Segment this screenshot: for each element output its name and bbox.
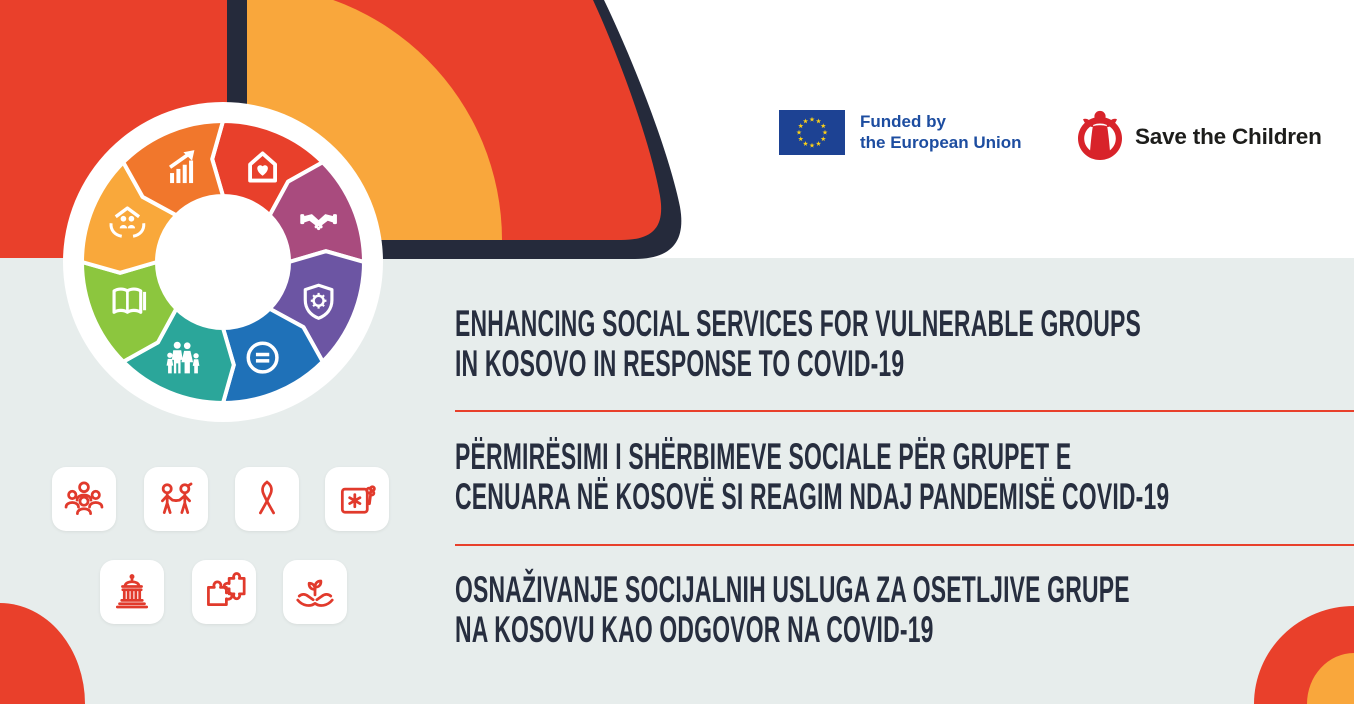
save-the-children-wordmark: Save the Children: [1135, 124, 1322, 149]
save-the-children-logo: [1072, 108, 1322, 166]
children-holding-hands-icon: [154, 477, 198, 521]
title-serbian-line1: OSNAŽIVANJE SOCIJALNIH USLUGA ZA OSETLJIVE GRUPE: [455, 569, 1130, 610]
tile-government: [100, 560, 164, 624]
eu-funding-logo: [779, 110, 1022, 155]
government-building-icon: [110, 570, 154, 614]
title-serbian: [455, 570, 1130, 650]
eu-funding-label: [860, 110, 1022, 153]
program-wheel-diagram: [53, 92, 393, 432]
tile-hands-plant: [283, 560, 347, 624]
eu-funding-line1: Funded by: [860, 112, 946, 131]
hands-plant-icon: [293, 570, 337, 614]
title-english-line1: ENHANCING SOCIAL SERVICES FOR VULNERABLE GROUPS: [455, 303, 1141, 344]
tile-family-group: [52, 467, 116, 531]
tile-ribbon: [235, 467, 299, 531]
title-albanian-line2: CENUARA NË KOSOVË SI REAGIM NDAJ PANDEMISË COVID-19: [455, 476, 1170, 517]
divider-1: [455, 410, 1354, 412]
tile-children: [144, 467, 208, 531]
title-serbian-line2: NA KOSOVU KAO ODGOVOR NA COVID-19: [455, 609, 934, 650]
family-group-icon: [62, 477, 106, 521]
title-english-line2: IN KOSOVO IN RESPONSE TO COVID-19: [455, 343, 905, 384]
tile-puzzle: [192, 560, 256, 624]
medical-kit-icon: [335, 477, 379, 521]
puzzle-pieces-icon: [202, 570, 246, 614]
eu-funding-line2: the European Union: [860, 133, 1022, 152]
title-english: [455, 304, 1141, 384]
save-the-children-icon: [1072, 108, 1128, 166]
tile-medical-kit: [325, 467, 389, 531]
awareness-ribbon-icon: [245, 477, 289, 521]
divider-2: [455, 544, 1354, 546]
title-albanian: [455, 437, 1169, 517]
wheel-hub: [156, 195, 290, 329]
eu-flag-icon: [779, 110, 845, 155]
title-albanian-line1: PËRMIRËSIMI I SHËRBIMEVE SOCIALE PËR GRUPET E: [455, 436, 1072, 477]
